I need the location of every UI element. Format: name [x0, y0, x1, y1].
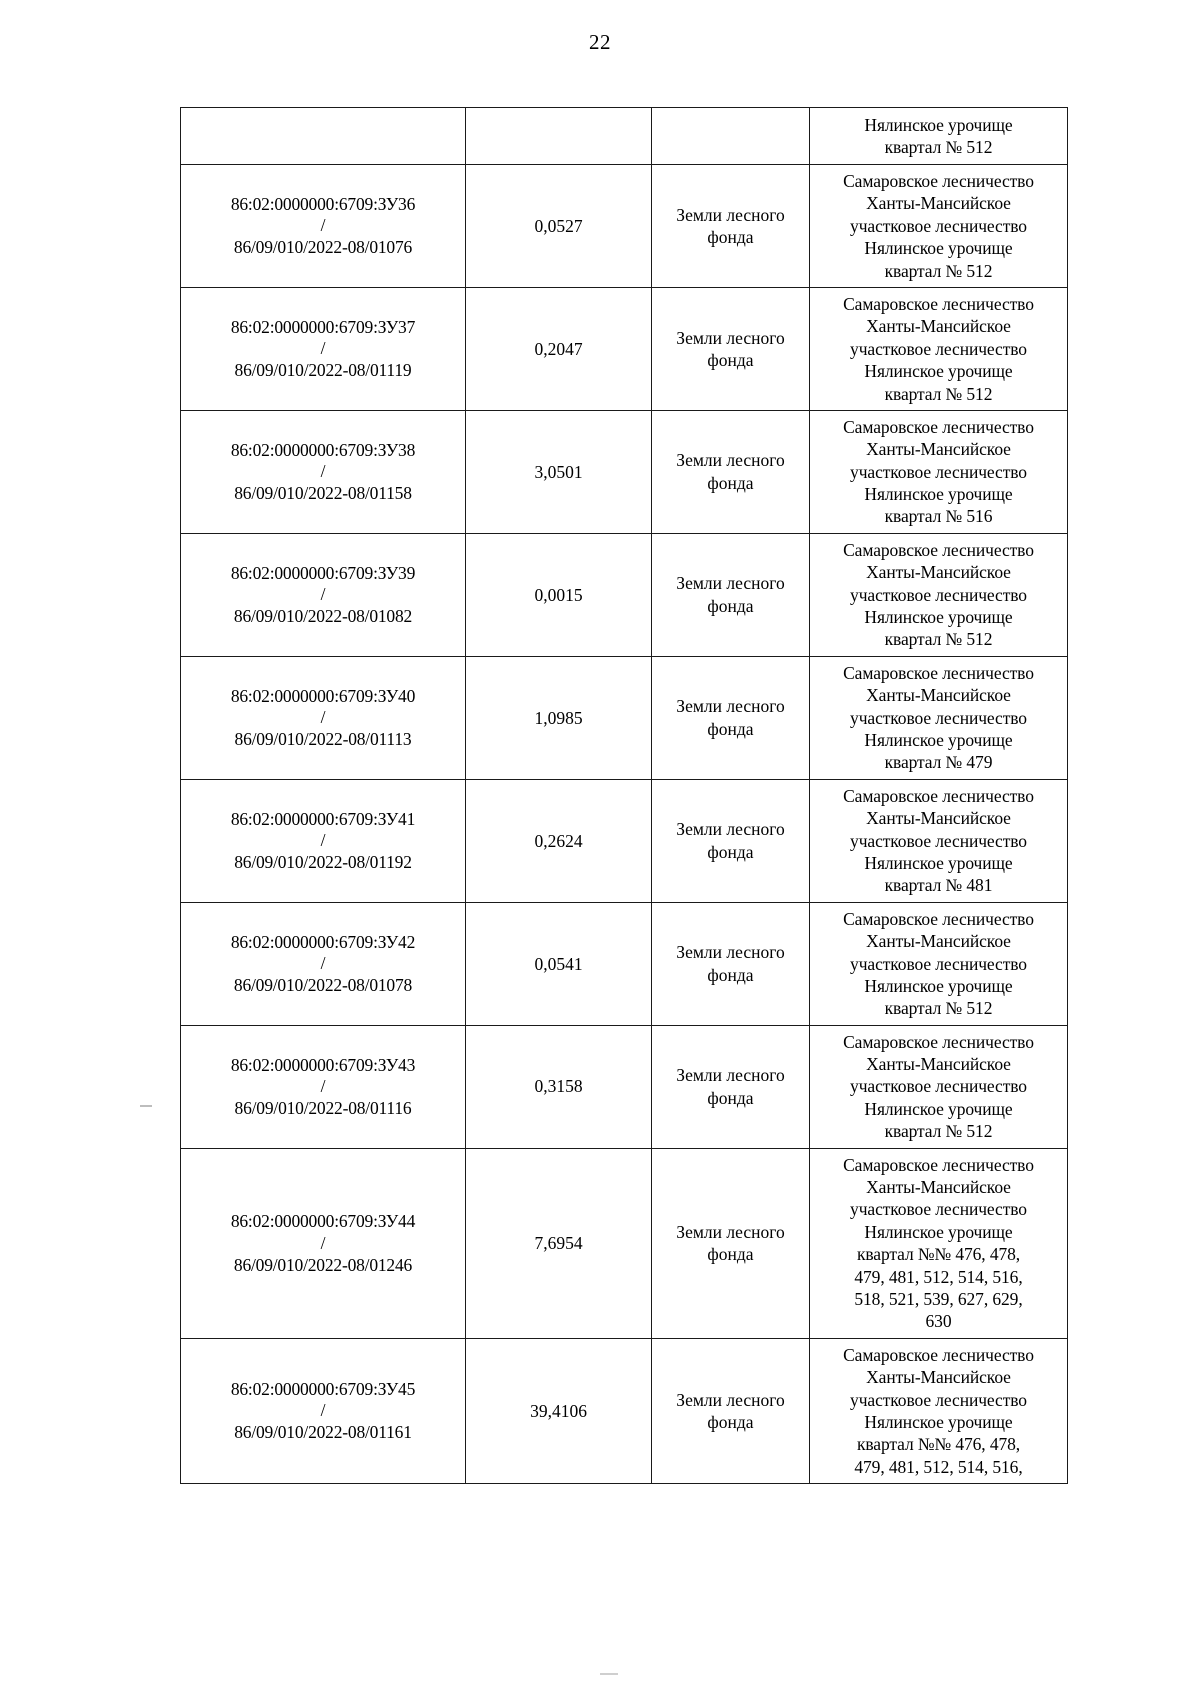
cell-location	[810, 656, 1068, 779]
cell-area: 0,2624	[466, 779, 652, 902]
location-line: Нялинское урочище	[864, 114, 1013, 135]
registry-number: 86/09/010/2022-08/01076	[233, 237, 413, 258]
location-line: участковое лесничество	[850, 953, 1027, 974]
location-line: Нялинское урочище	[864, 484, 1013, 505]
cell-area: 7,6954	[466, 1148, 652, 1338]
cell-cadastral	[181, 902, 466, 1025]
cadastral-number: 86:02:0000000:6709:ЗУ44	[230, 1211, 416, 1232]
cadastral-number: 86:02:0000000:6709:ЗУ43	[230, 1054, 416, 1075]
cell-category: Земли лесного фонда	[652, 1025, 810, 1148]
location-line: участковое лесничество	[850, 584, 1027, 605]
page-bottom-spacer	[0, 1484, 1200, 1664]
location-line: участковое лесничество	[850, 707, 1027, 728]
table-row	[181, 287, 1068, 410]
registry-number: 86/09/010/2022-08/01158	[234, 483, 412, 504]
location-line: Ханты-Мансийское	[866, 316, 1011, 337]
cell-location	[810, 287, 1068, 410]
separator-slash: /	[320, 338, 326, 359]
location-line: Самаровское лесничество	[843, 539, 1034, 560]
cell-area	[466, 108, 652, 165]
cell-location	[810, 410, 1068, 533]
cell-area: 0,2047	[466, 287, 652, 410]
cadastral-number: 86:02:0000000:6709:ЗУ36	[230, 194, 416, 215]
location-line: участковое лесничество	[850, 1076, 1027, 1097]
registry-number: 86/09/010/2022-08/01082	[233, 606, 413, 627]
cadastral-number: 86:02:0000000:6709:ЗУ38	[230, 439, 416, 460]
cell-area: 1,0985	[466, 656, 652, 779]
table-row	[181, 1025, 1068, 1148]
location-line: Нялинское урочище	[864, 238, 1013, 259]
location-line: Ханты-Мансийское	[866, 562, 1011, 583]
cell-cadastral	[181, 1148, 466, 1338]
location-line: Нялинское урочище	[864, 1221, 1013, 1242]
location-line: Ханты-Мансийское	[866, 808, 1011, 829]
cell-area: 0,0015	[466, 533, 652, 656]
cell-cadastral	[181, 410, 466, 533]
cell-location	[810, 165, 1068, 288]
location-line: квартал № 512	[884, 260, 993, 281]
scan-artifact-bottom	[600, 1673, 618, 1675]
scan-artifact-left	[140, 1105, 152, 1107]
cell-cadastral	[181, 165, 466, 288]
cell-category: Земли лесного фонда	[652, 902, 810, 1025]
location-line: участковое лесничество	[850, 830, 1027, 851]
cell-cadastral	[181, 108, 466, 165]
location-line: Самаровское лесничество	[843, 1031, 1034, 1052]
registry-number: 86/09/010/2022-08/01113	[234, 729, 412, 750]
location-line: Ханты-Мансийское	[866, 193, 1011, 214]
location-line: участковое лесничество	[850, 461, 1027, 482]
cell-area: 3,0501	[466, 410, 652, 533]
cell-category	[652, 108, 810, 165]
land-parcels-table	[180, 107, 1068, 1484]
location-line: Самаровское лесничество	[843, 1154, 1034, 1175]
registry-number: 86/09/010/2022-08/01116	[234, 1098, 412, 1119]
cadastral-number: 86:02:0000000:6709:ЗУ45	[230, 1379, 416, 1400]
location-line: квартал № 481	[884, 875, 993, 896]
cell-category: Земли лесного фонда	[652, 533, 810, 656]
location-line: Самаровское лесничество	[843, 293, 1034, 314]
cell-cadastral	[181, 1338, 466, 1483]
location-line: Самаровское лесничество	[843, 785, 1034, 806]
cell-cadastral	[181, 287, 466, 410]
location-line: Ханты-Мансийское	[866, 1054, 1011, 1075]
table-row	[181, 656, 1068, 779]
cell-area: 0,0527	[466, 165, 652, 288]
location-line: Нялинское урочище	[864, 607, 1013, 628]
cell-cadastral	[181, 779, 466, 902]
location-line: квартал №№ 476, 478,	[856, 1434, 1021, 1455]
cell-location	[810, 1148, 1068, 1338]
location-line: Ханты-Мансийское	[866, 685, 1011, 706]
cell-category: Земли лесного фонда	[652, 1148, 810, 1338]
cell-category: Земли лесного фонда	[652, 165, 810, 288]
cell-location	[810, 902, 1068, 1025]
location-line: Нялинское урочище	[864, 361, 1013, 382]
separator-slash: /	[320, 953, 326, 974]
registry-number: 86/09/010/2022-08/01246	[233, 1254, 413, 1275]
location-line: квартал № 512	[884, 998, 993, 1019]
table-row	[181, 410, 1068, 533]
registry-number: 86/09/010/2022-08/01078	[233, 975, 413, 996]
table-row	[181, 902, 1068, 1025]
cell-cadastral	[181, 533, 466, 656]
registry-number: 86/09/010/2022-08/01161	[234, 1422, 412, 1443]
location-line: Самаровское лесничество	[843, 662, 1034, 683]
location-line: Самаровское лесничество	[843, 1344, 1034, 1365]
cell-category: Земли лесного фонда	[652, 779, 810, 902]
cell-cadastral	[181, 1025, 466, 1148]
table-row	[181, 533, 1068, 656]
separator-slash: /	[320, 1400, 326, 1421]
location-line: Ханты-Мансийское	[866, 439, 1011, 460]
separator-slash: /	[320, 584, 326, 605]
location-line: участковое лесничество	[850, 1199, 1027, 1220]
location-line: 479, 481, 512, 514, 516,	[854, 1266, 1023, 1287]
location-line: квартал № 512	[884, 629, 993, 650]
location-line: 518, 521, 539, 627, 629,	[854, 1288, 1023, 1309]
cadastral-number: 86:02:0000000:6709:ЗУ39	[230, 562, 416, 583]
registry-number: 86/09/010/2022-08/01192	[234, 852, 412, 873]
cell-cadastral	[181, 656, 466, 779]
cell-category: Земли лесного фонда	[652, 656, 810, 779]
cell-location	[810, 108, 1068, 165]
cell-location	[810, 779, 1068, 902]
location-line: Нялинское урочище	[864, 729, 1013, 750]
location-line: квартал № 512	[884, 137, 993, 157]
location-line: квартал № 516	[884, 506, 993, 527]
cell-area: 39,4106	[466, 1338, 652, 1483]
cell-location	[810, 1025, 1068, 1148]
cadastral-number: 86:02:0000000:6709:ЗУ42	[230, 931, 416, 952]
separator-slash: /	[320, 1232, 326, 1253]
table-row	[181, 165, 1068, 288]
table-row	[181, 1148, 1068, 1338]
table-row	[181, 108, 1068, 165]
registry-number: 86/09/010/2022-08/01119	[234, 360, 412, 381]
cell-category: Земли лесного фонда	[652, 1338, 810, 1483]
table-body	[181, 108, 1068, 1484]
location-line: квартал № 512	[884, 383, 993, 404]
separator-slash: /	[320, 1076, 326, 1097]
location-line: Нялинское урочище	[864, 852, 1013, 873]
cadastral-number: 86:02:0000000:6709:ЗУ40	[230, 685, 416, 706]
location-line: квартал № 512	[884, 1121, 993, 1142]
location-line: Самаровское лесничество	[843, 171, 1034, 191]
location-line: Самаровское лесничество	[843, 416, 1034, 437]
location-line: участковое лесничество	[850, 215, 1027, 236]
location-line: Ханты-Мансийское	[866, 1367, 1011, 1388]
location-line: Нялинское урочище	[864, 975, 1013, 996]
location-line: Нялинское урочище	[864, 1098, 1013, 1119]
separator-slash: /	[320, 461, 326, 482]
location-line: 630	[925, 1311, 952, 1332]
location-line: 479, 481, 512, 514, 516,	[854, 1456, 1023, 1477]
table-row	[181, 1338, 1068, 1483]
land-parcels-table-wrapper	[180, 107, 1034, 1484]
location-line: квартал №№ 476, 478,	[856, 1244, 1021, 1265]
location-line: Самаровское лесничество	[843, 908, 1034, 929]
separator-slash: /	[320, 830, 326, 851]
table-row	[181, 779, 1068, 902]
location-line: квартал № 479	[884, 752, 993, 773]
location-line: участковое лесничество	[850, 338, 1027, 359]
location-line: Нялинское урочище	[864, 1411, 1013, 1432]
page-number: 22	[589, 30, 611, 54]
cell-location	[810, 1338, 1068, 1483]
cadastral-number: 86:02:0000000:6709:ЗУ37	[230, 317, 416, 338]
separator-slash: /	[320, 215, 326, 236]
separator-slash: /	[320, 707, 326, 728]
location-line: Ханты-Мансийское	[866, 931, 1011, 952]
cell-area: 0,3158	[466, 1025, 652, 1148]
location-line: участковое лесничество	[850, 1389, 1027, 1410]
cell-category: Земли лесного фонда	[652, 287, 810, 410]
cell-category: Земли лесного фонда	[652, 410, 810, 533]
cadastral-number: 86:02:0000000:6709:ЗУ41	[230, 808, 416, 829]
cell-area: 0,0541	[466, 902, 652, 1025]
cell-location	[810, 533, 1068, 656]
location-line: Ханты-Мансийское	[866, 1177, 1011, 1198]
